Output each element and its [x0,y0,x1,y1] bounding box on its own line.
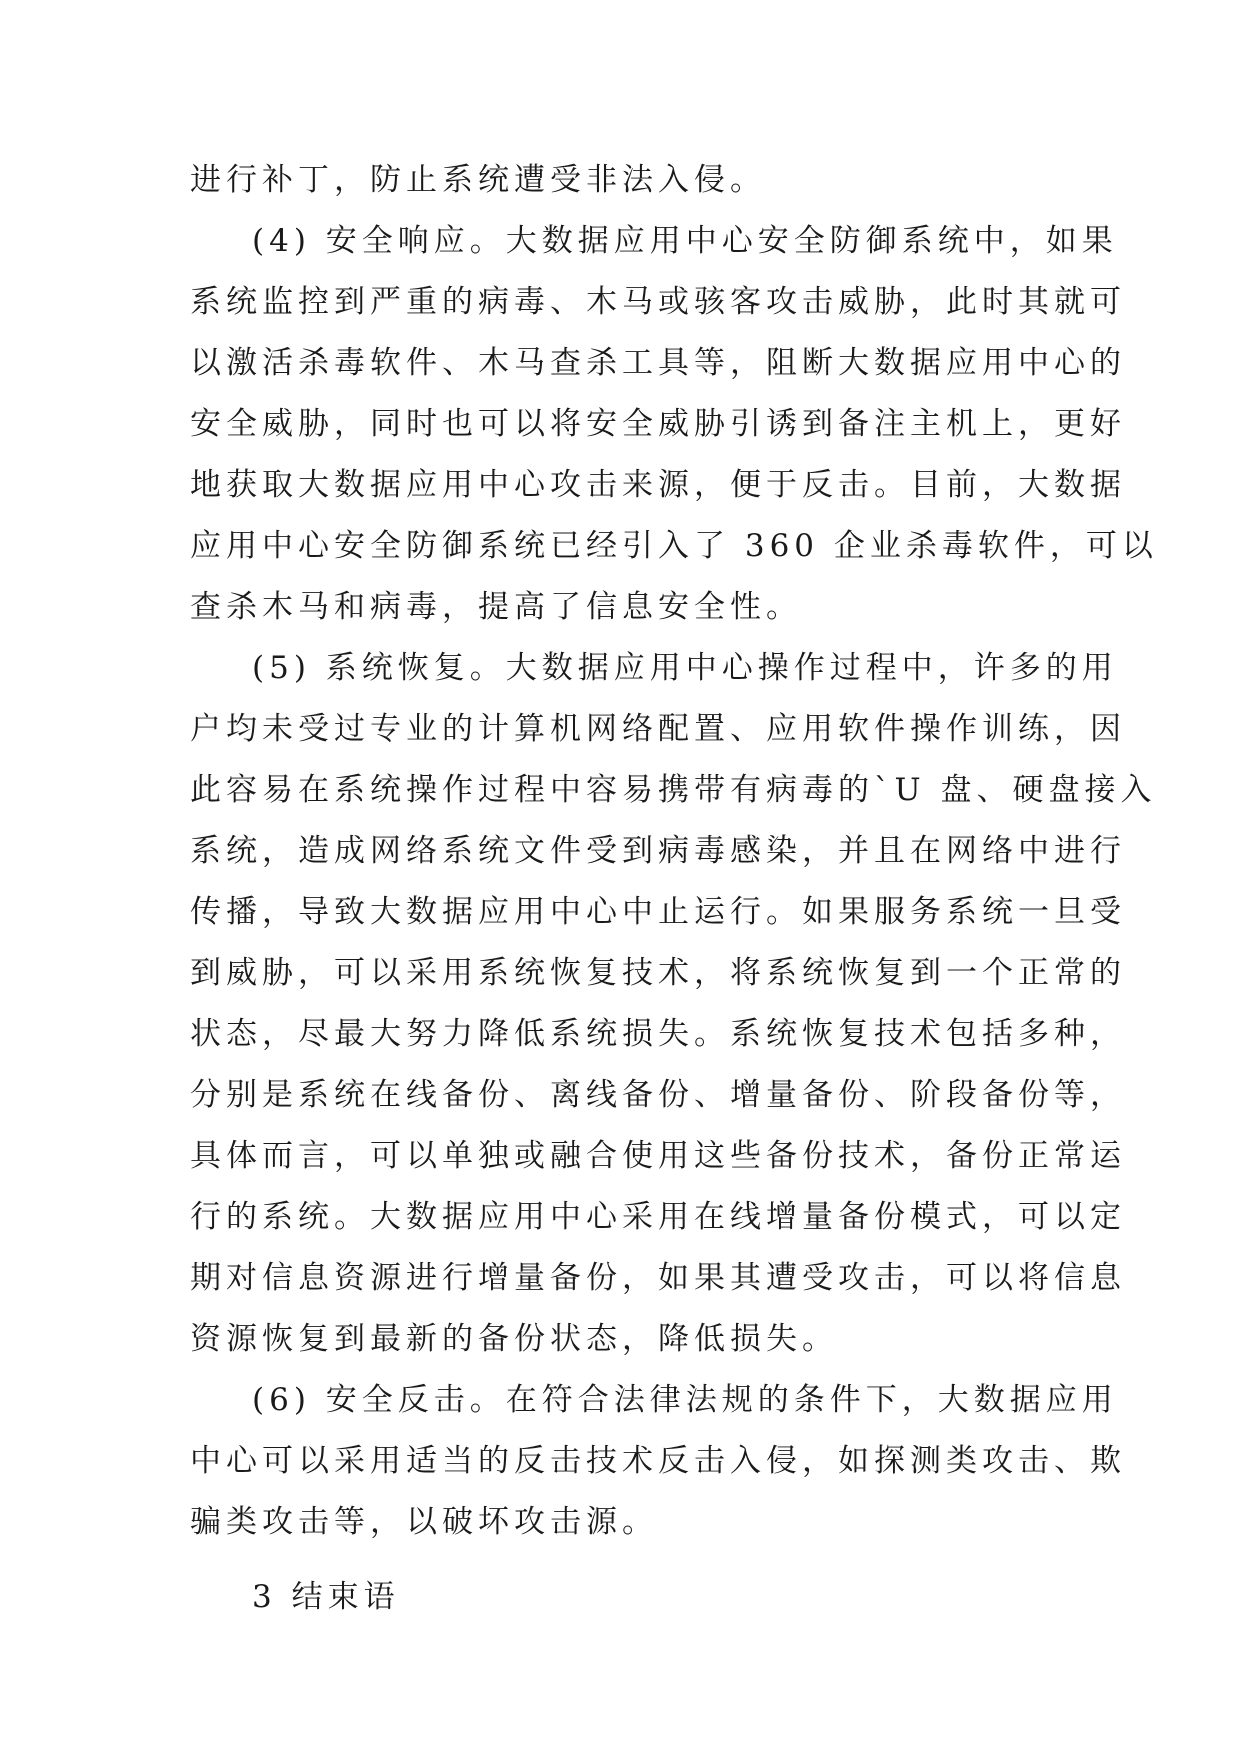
text-line: 进行补丁，防止系统遭受非法入侵。 [190,162,766,198]
text-line: 传播，导致大数据应用中心中止运行。如果服务系统一旦受 [190,894,1126,930]
paragraph-5-first-line: (5) 系统恢复。大数据应用中心操作过程中，许多的用 [252,650,1118,686]
text-line: 安全威胁，同时也可以将安全威胁引诱到备注主机上，更好 [190,406,1126,442]
text-line: 以激活杀毒软件、木马查杀工具等，阻断大数据应用中心的 [190,345,1126,381]
text-line: 系统监控到严重的病毒、木马或骇客攻击威胁，此时其就可 [190,284,1126,320]
text-line: 行的系统。大数据应用中心采用在线增量备份模式，可以定 [190,1199,1126,1235]
section-heading-conclusion: 3 结束语 [252,1579,400,1615]
paragraph-4-first-line: (4) 安全响应。大数据应用中心安全防御系统中，如果 [252,223,1118,259]
text-line: 户均未受过专业的计算机网络配置、应用软件操作训练，因 [190,711,1126,747]
text-line: 分别是系统在线备份、离线备份、增量备份、阶段备份等， [190,1077,1126,1113]
text-line: 具体而言，可以单独或融合使用这些备份技术，备份正常运 [190,1138,1126,1174]
text-line: 期对信息资源进行增量备份，如果其遭受攻击，可以将信息 [190,1260,1126,1296]
text-line: 此容易在系统操作过程中容易携带有病毒的`U 盘、硬盘接入 [190,772,1157,808]
text-line: 资源恢复到最新的备份状态，降低损失。 [190,1321,838,1357]
text-line: 到威胁，可以采用系统恢复技术，将系统恢复到一个正常的 [190,955,1126,991]
document-body [190,150,1158,1628]
text-line: 中心可以采用适当的反击技术反击入侵，如探测类攻击、欺 [190,1443,1126,1479]
text-line: 地获取大数据应用中心攻击来源，便于反击。目前，大数据 [190,467,1126,503]
paragraph-6-first-line: (6) 安全反击。在符合法律法规的条件下，大数据应用 [252,1382,1118,1418]
text-line: 系统，造成网络系统文件受到病毒感染，并且在网络中进行 [190,833,1126,869]
text-line: 骗类攻击等，以破坏攻击源。 [190,1504,658,1540]
text-line: 应用中心安全防御系统已经引入了 360 企业杀毒软件，可以 [190,528,1158,564]
text-line: 查杀木马和病毒，提高了信息安全性。 [190,589,802,625]
text-line: 状态，尽最大努力降低系统损失。系统恢复技术包括多种， [190,1016,1126,1052]
